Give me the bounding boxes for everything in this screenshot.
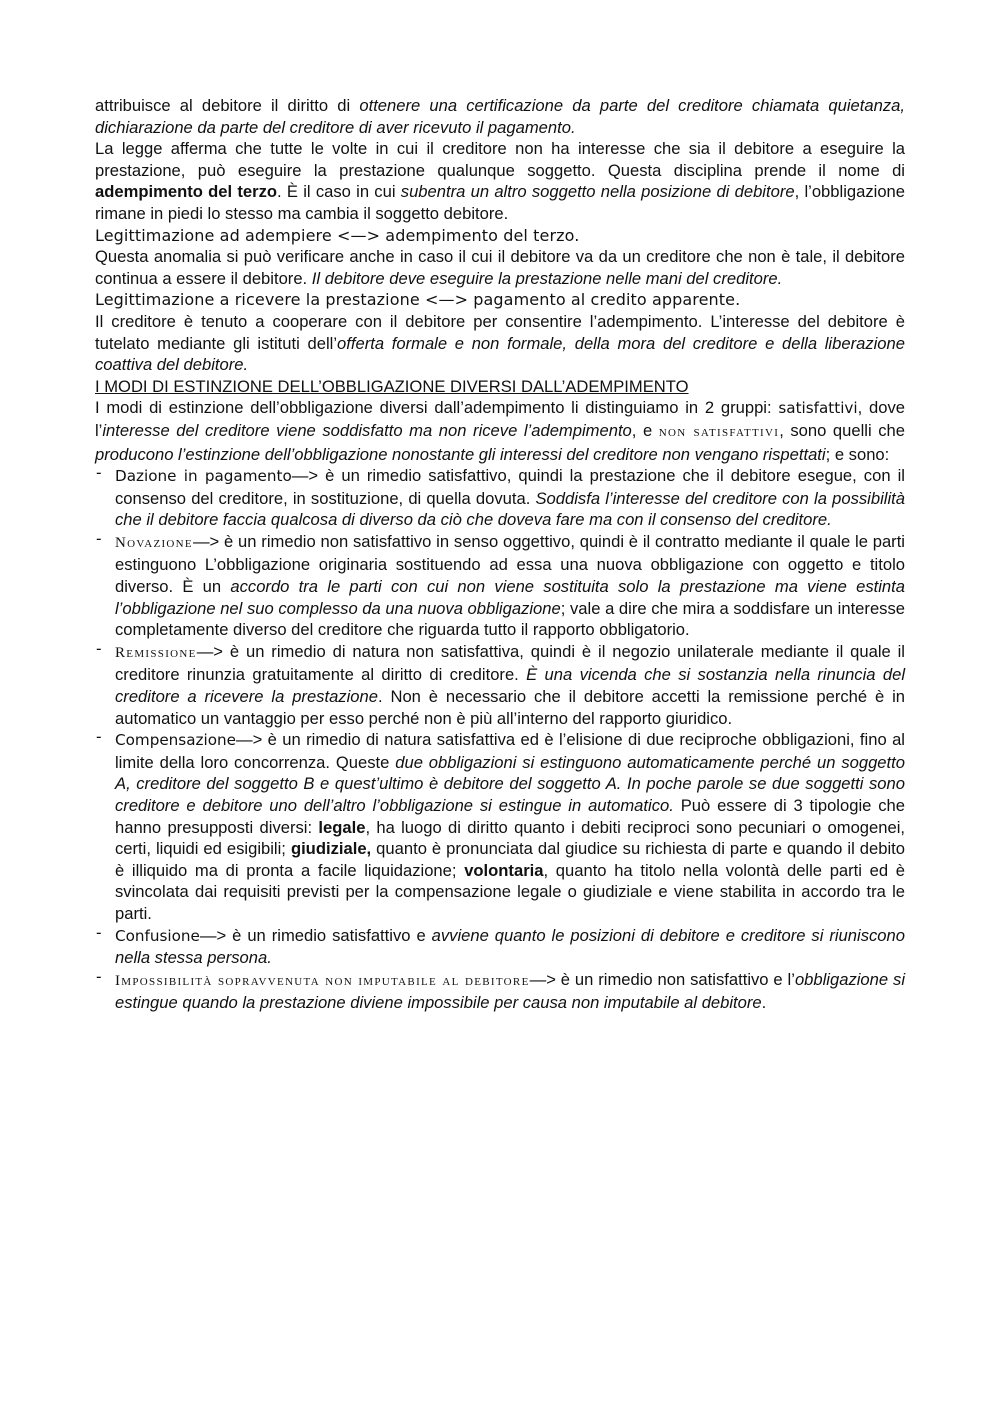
text-run-italic: ottenere una certificazione da parte del creditore chiamata quietanza, dichiarazione da parte del creditore di aver ricevuto il pagamento. bbox=[95, 96, 905, 137]
text-run-italic: Soddisfa l’interesse del creditore con la possibilità che il debitore faccia qualcosa di diverso da ciò che doveva fare ma con il consenso del creditore. bbox=[115, 488, 905, 530]
term-confusione: Confusione bbox=[115, 926, 200, 945]
text-run: —> è un rimedio non satisfattivo in senso oggettivo, quindi è il contratto mediante il quale le parti estinguono L’obbligazione originaria sostituendo ad essa una nuova obbligazione con oggetto e titolo diverso. È un bbox=[115, 531, 905, 597]
text-run: . bbox=[761, 993, 767, 1013]
paragraph-cooperazione bbox=[95, 311, 905, 376]
term-remissione: Remissione bbox=[115, 644, 197, 661]
text-run-italic: È una vicenda che si sostanzia nella rinuncia del creditore a ricevere la prestazione bbox=[115, 665, 905, 707]
list-item-confusione bbox=[95, 925, 905, 969]
text-run: quanto è pronunciata dal giudice su richiesta di parte e quando il debito è illiquido ma di pronta a facile liquidazione; bbox=[115, 839, 905, 880]
text-run-bold: adempimento del terzo bbox=[95, 182, 278, 202]
text-run: —> è un rimedio satisfattivo, quindi la prestazione che il debitore esegue, con il consenso del creditore, in sostituzione, di quella dovuta. bbox=[115, 466, 905, 508]
text-run-italic: avviene quanto le posizioni di debitore e creditore si riuniscono nella stessa persona. bbox=[115, 925, 905, 968]
text-run: , l’obbligazione rimane in piedi lo stesso ma cambia il soggetto debitore. bbox=[95, 182, 906, 223]
term-compensazione: Compensazione bbox=[115, 731, 236, 750]
section-title-modi-estinzione: I MODI DI ESTINZIONE DELL’OBBLIGAZIONE DIVERSI DALL’ADEMPIMENTO bbox=[95, 376, 689, 396]
text-run: —> è un rimedio satisfattivo e bbox=[199, 925, 432, 945]
text-run-bold: legale bbox=[318, 817, 366, 837]
text-run: —> è un rimedio non satisfattivo e l’ bbox=[529, 969, 795, 989]
text-run-italic: interesse del creditore viene soddisfatto ma non riceve l’adempimento bbox=[102, 420, 632, 440]
list-item-remissione bbox=[95, 641, 905, 729]
list-item-dazione bbox=[95, 465, 905, 531]
text-run-italic: due obbligazioni si estinguono automaticamente perché un soggetto A, creditore del soggetto B e quest’ultimo è debitore del soggetto A. In poche parole se due soggetti sono creditore e debitore uno dell’altro l’obbligazione si estingue in automatico. bbox=[115, 752, 905, 815]
text-run: , ha luogo di diritto quanto i debiti reciproci sono pecuniari o omogenei, certi, liquidi ed esigibili; bbox=[115, 817, 906, 859]
term-satisfattivi: satisfattivi bbox=[778, 399, 858, 418]
text-run-italic: offerta formale e non formale, della mora del creditore e della liberazione coattiva del debitore. bbox=[95, 333, 905, 375]
text-run: —> è un rimedio di natura non satisfattiva, quindi è il negozio unilaterale mediante il quale il creditore rinunzia gratuitamente al diritto di creditore. bbox=[115, 641, 905, 685]
text-run: , dove l’ bbox=[95, 398, 905, 440]
text-run: Questa anomalia si può verificare anche in caso il cui il debitore va da un creditore che non è tale, il debitore continua a essere il debitore. bbox=[95, 247, 905, 288]
heading-legittimazione-ricevere: Legittimazione a ricevere la prestazione <—> pagamento al credito apparente. bbox=[95, 290, 741, 310]
text-run-bold: volontaria bbox=[464, 860, 544, 880]
document-page bbox=[95, 95, 905, 1014]
text-run: ; vale a dire che mira a soddisfare un interesse completamente diverso del creditore che riguarda tutto il rapporto obbligatorio. bbox=[115, 598, 905, 640]
list-item-compensazione bbox=[95, 729, 905, 924]
paragraph-quietanza bbox=[95, 95, 905, 138]
text-run-italic: accordo tra le parti con cui non viene sostituita solo la prestazione ma viene estinta l’obbligazione nel suo complesso da una nuova obbligazione bbox=[115, 577, 905, 618]
list-item-impossibilita bbox=[95, 969, 905, 1014]
text-run: , quanto ha titolo nella volontà delle parti ed è svincolata dai requisiti previsti per la compensazione legale o giudiziale e viene stabilita in accordo tra le parti. bbox=[115, 860, 905, 923]
text-run: . È il caso in cui bbox=[277, 182, 401, 202]
text-run: La legge afferma che tutte le volte in cui il creditore non ha interesse che sia il debitore a eseguire la prestazione, può eseguire la prestazione qualunque soggetto. Questa disciplina prende il nome di bbox=[95, 139, 905, 180]
text-run: —> è un rimedio di natura satisfattiva ed è l’elisione di due reciproche obbligazioni, fino al limite della loro concorrenza. Queste bbox=[115, 730, 905, 772]
text-run-italic: subentra un altro soggetto nella posizione di debitore bbox=[400, 182, 795, 202]
term-dazione: Dazione in pagamento bbox=[115, 467, 292, 486]
text-run: I modi di estinzione dell’obbligazione diversi dall’adempimento li distinguiamo in 2 gruppi: bbox=[95, 398, 779, 418]
text-run: . Non è necessario che il debitore accetti la remissione perché è in automatico un vantaggio per esso perché non è più all’interno del rapporto giuridico. bbox=[115, 687, 905, 728]
paragraph-adempimento-terzo bbox=[95, 138, 905, 224]
text-run-italic: producono l’estinzione dell’obbligazione nonostante gli interessi del creditore non vengano rispettati bbox=[95, 444, 826, 464]
text-run-italic: obbligazione si estingue quando la prestazione diviene impossibile per causa non imputabile al debitore bbox=[115, 969, 906, 1013]
text-run: Può essere di 3 tipologie che hanno presupposti diversi: bbox=[115, 796, 905, 837]
heading-legittimazione-adempiere: Legittimazione ad adempiere <—> adempimento del terzo. bbox=[95, 225, 580, 245]
paragraph-anomalia bbox=[95, 246, 905, 289]
text-run: Il creditore è tenuto a cooperare con il debitore per consentire l’adempimento. L’interesse del debitore è tutelato mediante gli istituti dell’ bbox=[95, 311, 905, 353]
term-non-satisfattivi: non satisfattivi bbox=[658, 423, 780, 440]
text-run: , sono quelli che bbox=[779, 420, 905, 440]
list-item-novazione bbox=[95, 531, 905, 641]
paragraph-modi-estinzione bbox=[95, 397, 905, 465]
term-impossibilita: Impossibilità sopravvenuta non imputabile al debitore bbox=[115, 972, 530, 989]
text-run: ; e sono: bbox=[825, 444, 890, 464]
remedies-list bbox=[95, 465, 905, 1014]
text-run: , e bbox=[631, 420, 659, 440]
term-novazione: Novazione bbox=[115, 534, 193, 551]
text-run-bold: giudiziale, bbox=[290, 839, 372, 859]
text-run-italic: Il debitore deve eseguire la prestazione nelle mani del creditore. bbox=[311, 268, 783, 288]
text-run: attribuisce al debitore il diritto di bbox=[95, 96, 360, 115]
